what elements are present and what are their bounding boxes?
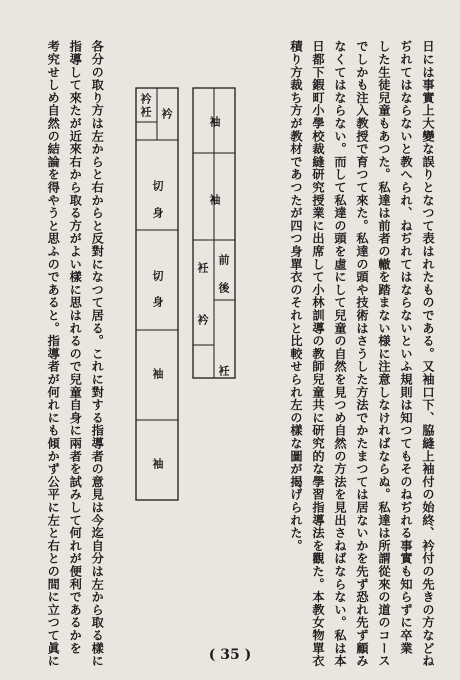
- text-column: なくてはならない。而して私達の頭を虛にして兒童の自然を見つめ自然の方法を見出さねばならない。私は本: [333, 40, 347, 668]
- lower-strip-border: [136, 88, 178, 500]
- diagram-label-back: 後: [217, 282, 230, 293]
- page-number: ( 35 ): [208, 647, 252, 663]
- diagram-label-sleeve: 袖: [151, 458, 164, 469]
- text-column: 積り方裁ち方が教材であつたが四つ身單衣のそれと比較せられ左の樣な圖が揭げられた。: [289, 40, 303, 552]
- text-column: した生徒兒童もあつた。私達は前者の轍を踏まない様に注意しなければならぬ。私達は所謂從來の道のコース: [377, 40, 391, 668]
- text-column: 日には事實上大變な誤りとなつて表はれたものである。又袖口下、脇縫上袖付の始終、衿付の先きの方などね: [421, 40, 435, 668]
- diagram-label-gusset: 衽: [217, 365, 230, 376]
- text-column: 考究せしめ自然の結論を得やうと思ふのであると。指導者が何れにも傾かず公平に左と右との間に立つて眞に: [46, 40, 61, 668]
- diagram-label-front: 前: [217, 254, 230, 265]
- diagram-label-collar: 衿: [196, 314, 209, 325]
- diagram-label-body: 身: [151, 296, 164, 307]
- diagram-label-cut: 切: [151, 270, 164, 281]
- text-column: でしかも注入教授で育つて來た。私達の頭や技術はさうした方法でかたまつては居ないかを先ず恐れ先ず顧み: [355, 40, 369, 668]
- diagram-label-gusset: 衽: [139, 106, 152, 117]
- diagram-label-sleeve: 袖: [208, 194, 221, 205]
- text-column: ぢれてはならないと教へられ、ねぢれてはならないといふ規則は知つてもそのねぢれる事實も知らずに卒業: [399, 40, 413, 655]
- text-column: 各分の取り方は左からと右からと反對になつて居る。これに對する指導者の意見は今迄自分は左から取る樣に: [90, 40, 105, 668]
- text-column: 日都下鍜町小學校裁縫研究授業に出席して小林訓導の教師兒童共に研究的な學習指導法を觀た。本教女物單衣: [311, 40, 325, 668]
- diagram-label-collar: 衿: [139, 93, 152, 104]
- diagram-label-cut: 切: [151, 180, 164, 191]
- diagram-label-sleeve: 袖: [151, 368, 164, 379]
- diagram-label-gusset: 衽: [196, 262, 209, 273]
- diagram-label-collar: 衿: [160, 108, 173, 119]
- text-column: 指導して來たが近來右から取る方がよい樣に思はれるので兒童自身に兩者を試みして何れが便利であるかを: [68, 40, 83, 655]
- diagram-label-body: 身: [151, 207, 164, 218]
- diagram-label-sleeve: 袖: [208, 116, 221, 127]
